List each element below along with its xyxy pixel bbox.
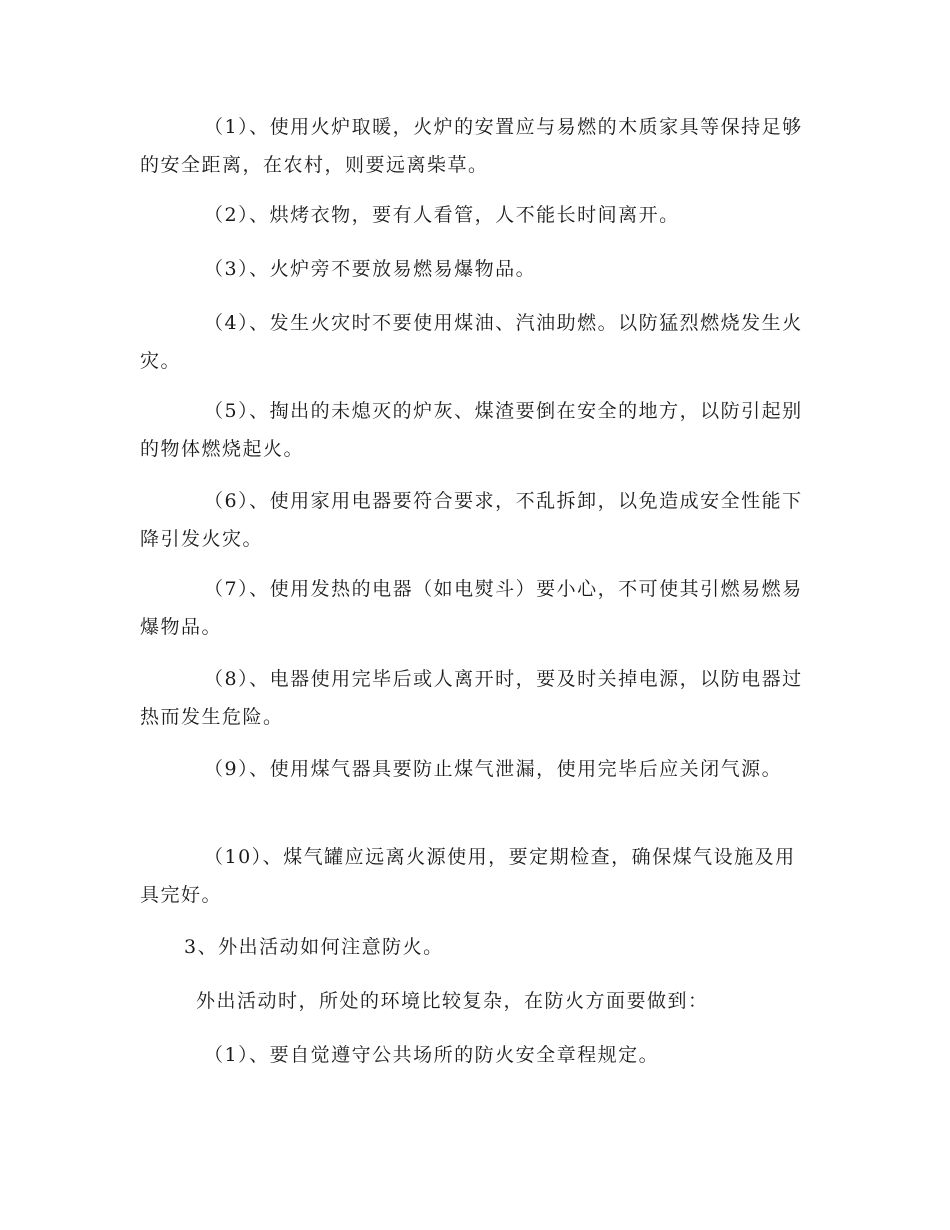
paragraph-item-1: （1）、使用火炉取暖，火炉的安置应与易燃的木质家具等保持足够的安全距离，在农村，则要远离柴草。 bbox=[140, 116, 803, 176]
paragraph-item-11: （1）、要自觉遵守公共场所的防火安全章程规定。 bbox=[204, 1044, 660, 1066]
section-intro: 外出活动时，所处的环境比较复杂，在防火方面要做到： bbox=[196, 990, 709, 1012]
paragraph-item-8: （8）、电器使用完毕后或人离开时，要及时关掉电源，以防电器过热而发生危险。 bbox=[140, 668, 803, 728]
paragraph-item-5: （5）、掏出的未熄灭的炉灰、煤渣要倒在安全的地方，以防引起别的物体燃烧起火。 bbox=[140, 400, 803, 460]
paragraph-item-9: （9）、使用煤气器具要防止煤气泄漏，使用完毕后应关闭气源。 bbox=[204, 758, 783, 780]
paragraph-item-10: （10）、煤气罐应远离火源使用，要定期检查，确保煤气设施及用具完好。 bbox=[140, 846, 796, 906]
paragraph-item-7: （7）、使用发热的电器（如电熨斗）要小心，不可使其引燃易燃易爆物品。 bbox=[140, 578, 803, 638]
paragraph-item-4: （4）、发生火灾时不要使用煤油、汽油助燃。以防猛烈燃烧发生火灾。 bbox=[140, 312, 803, 372]
paragraph-item-2: （2）、烘烤衣物，要有人看管，人不能长时间离开。 bbox=[204, 204, 680, 226]
section-heading: 3、外出活动如何注意防火。 bbox=[184, 936, 444, 958]
paragraph-item-6: （6）、使用家用电器要符合要求，不乱拆卸，以免造成安全性能下降引发火灾。 bbox=[140, 490, 803, 550]
paragraph-item-3: （3）、火炉旁不要放易燃易爆物品。 bbox=[204, 258, 537, 280]
